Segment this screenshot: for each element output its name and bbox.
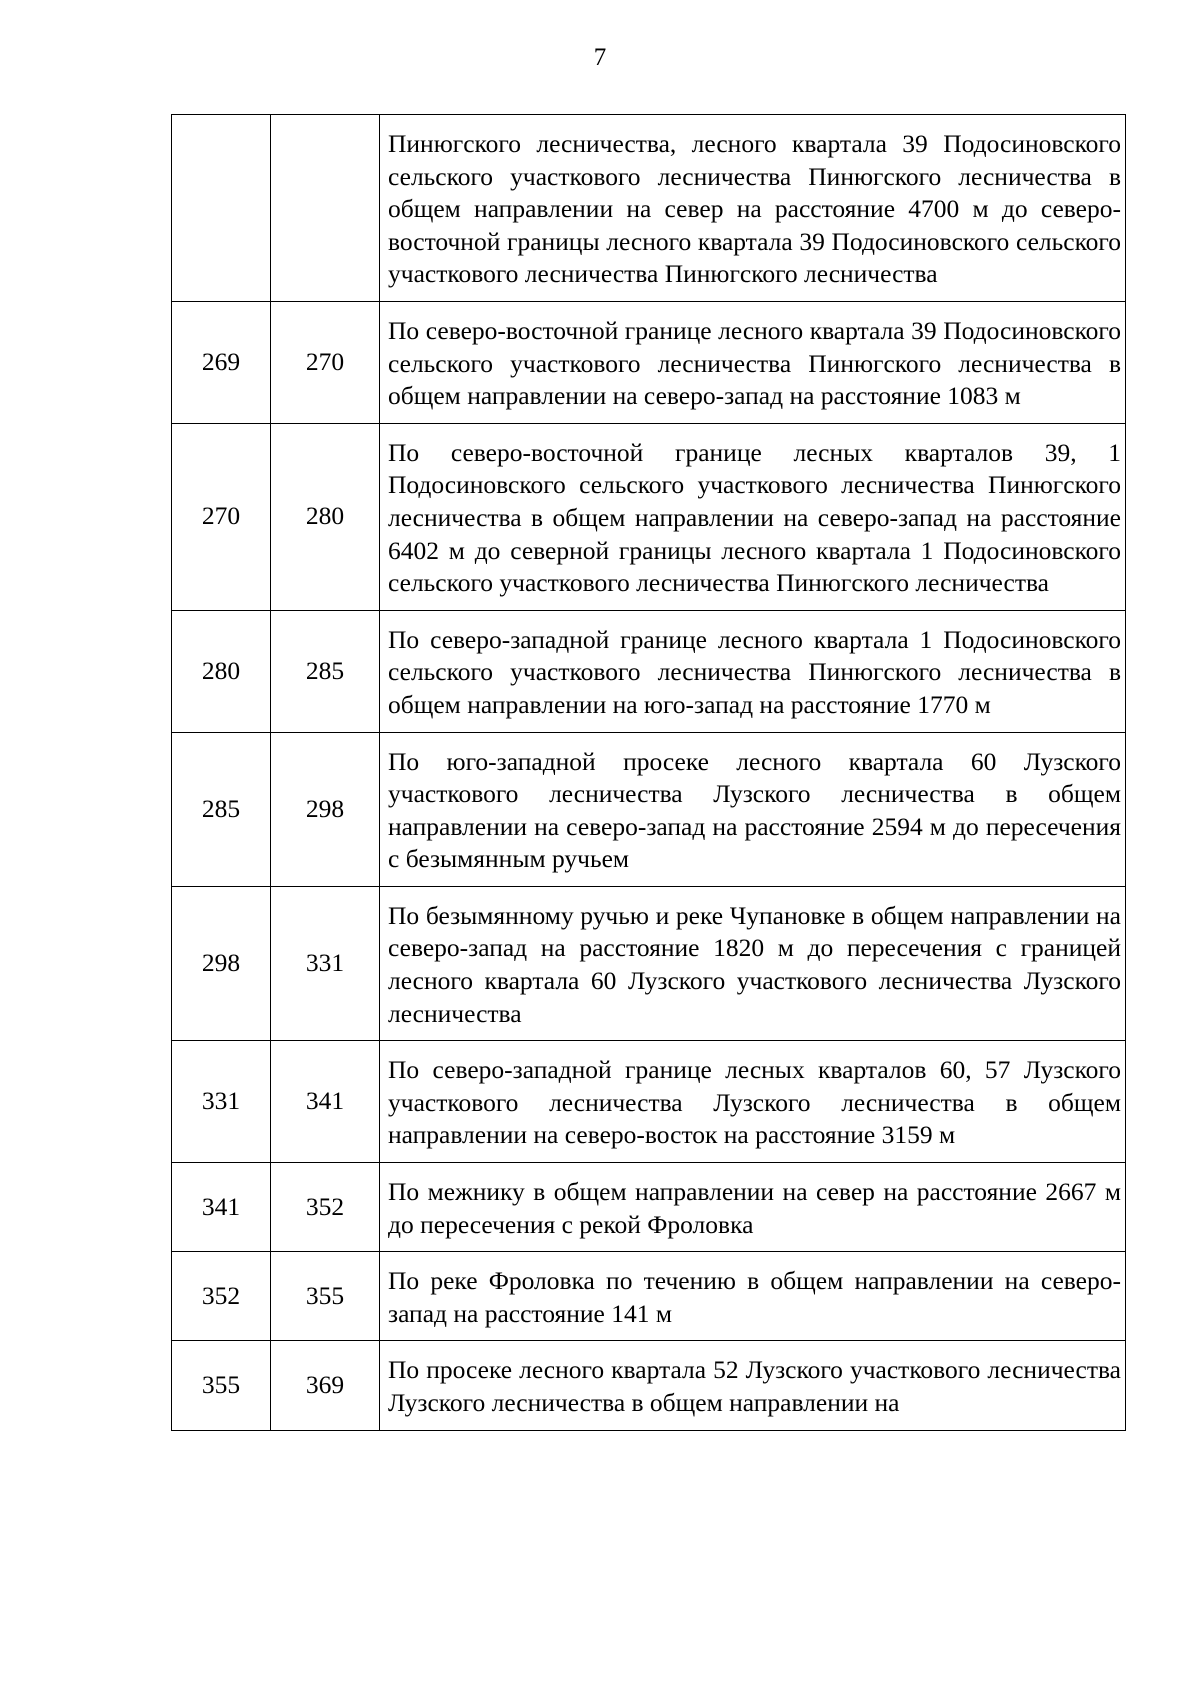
table-row: [172, 1163, 1126, 1252]
from-point-cell: 270: [172, 423, 271, 610]
table-row: [172, 115, 1126, 302]
description-cell: По северо-западной границе лесного квартала 1 Подосиновского сельского участкового лесничества Пинюгского лесничества в общем направлении на юго-запад на расстояние 1770 м: [380, 610, 1126, 732]
table-row: [172, 886, 1126, 1040]
table-row: [172, 1341, 1126, 1430]
table-row: [172, 423, 1126, 610]
description-cell: По безымянному ручью и реке Чупановке в общем направлении на северо-запад на расстояние 1820 м до пересечения с границей лесного квартала 60 Лузского участкового лесничества Лузского лесничества: [380, 886, 1126, 1040]
to-point-cell: 280: [271, 423, 380, 610]
to-point-cell: 355: [271, 1252, 380, 1341]
from-point-cell: 341: [172, 1163, 271, 1252]
from-point-cell: 269: [172, 301, 271, 423]
from-point-cell: [172, 115, 271, 302]
description-cell: По северо-восточной границе лесных кварталов 39, 1 Подосиновского сельского участкового лесничества Пинюгского лесничества в общем направлении на северо-запад на расстояние 6402 м до северной границы лесного квартала 1 Подосиновского сельского участкового лесничества Пинюгского лесничества: [380, 423, 1126, 610]
from-point-cell: 355: [172, 1341, 271, 1430]
to-point-cell: 285: [271, 610, 380, 732]
from-point-cell: 352: [172, 1252, 271, 1341]
to-point-cell: 270: [271, 301, 380, 423]
table-row: [172, 610, 1126, 732]
description-cell: Пинюгского лесничества, лесного квартала 39 Подосиновского сельского участкового лесничества Пинюгского лесничества в общем направлении на север на расстояние 4700 м до северо-восточной границы лесного квартала 39 Подосиновского сельского участкового лесничества Пинюгского лесничества: [380, 115, 1126, 302]
from-point-cell: 285: [172, 732, 271, 886]
to-point-cell: [271, 115, 380, 302]
description-cell: По юго-западной просеке лесного квартала 60 Лузского участкового лесничества Лузского лесничества в общем направлении на северо-запад на расстояние 2594 м до пересечения с безымянным ручьем: [380, 732, 1126, 886]
table-row: [172, 732, 1126, 886]
description-cell: По межнику в общем направлении на север на расстояние 2667 м до пересечения с рекой Фроловка: [380, 1163, 1126, 1252]
description-cell: По северо-восточной границе лесного квартала 39 Подосиновского сельского участкового лесничества Пинюгского лесничества в общем направлении на северо-запад на расстояние 1083 м: [380, 301, 1126, 423]
boundary-route-table: [171, 114, 1126, 1431]
description-cell: По реке Фроловка по течению в общем направлении на северо-запад на расстояние 141 м: [380, 1252, 1126, 1341]
table-row: [172, 301, 1126, 423]
to-point-cell: 352: [271, 1163, 380, 1252]
to-point-cell: 341: [271, 1041, 380, 1163]
to-point-cell: 369: [271, 1341, 380, 1430]
to-point-cell: 298: [271, 732, 380, 886]
table-row: [172, 1252, 1126, 1341]
from-point-cell: 331: [172, 1041, 271, 1163]
from-point-cell: 280: [172, 610, 271, 732]
page-number: 7: [593, 44, 607, 71]
table-row: [172, 1041, 1126, 1163]
from-point-cell: 298: [172, 886, 271, 1040]
description-cell: По просеке лесного квартала 52 Лузского участкового лесничества Лузского лесничества в общем направлении на: [380, 1341, 1126, 1430]
to-point-cell: 331: [271, 886, 380, 1040]
description-cell: По северо-западной границе лесных кварталов 60, 57 Лузского участкового лесничества Лузского лесничества в общем направлении на северо-восток на расстояние 3159 м: [380, 1041, 1126, 1163]
